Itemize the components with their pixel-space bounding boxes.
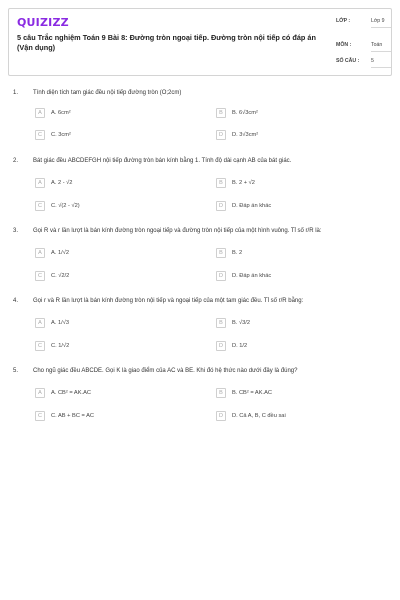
option-letter-box: C: [35, 341, 45, 351]
option-letter-box: A: [35, 108, 45, 118]
option-letter-box: D: [216, 130, 226, 140]
question-count-value: 5: [371, 58, 391, 68]
option-text: A. 1/√2: [51, 249, 69, 256]
question-number: 3.: [13, 228, 19, 234]
subject-label: MÔN :: [336, 42, 352, 48]
question-number: 5.: [13, 368, 19, 374]
option-text: C. √(2 - √2): [51, 202, 80, 209]
question-count-label: SỐ CÂU :: [336, 58, 360, 64]
option-text: D. Đáp án khác: [232, 272, 272, 279]
question-number: 2.: [13, 158, 19, 164]
question-text: Tính diện tích tam giác đều nội tiếp đường tròn (O;2cm): [33, 90, 182, 96]
option-text: B. √3/2: [232, 319, 250, 326]
option-text: A. 2 - √2: [51, 179, 73, 186]
question-text: Bát giác đều ABCDEFGH nội tiếp đường tròn bán kính bằng 1. Tính độ dài cạnh AB của bát giác.: [33, 158, 292, 164]
option-letter-box: D: [216, 271, 226, 281]
option-letter-box: B: [216, 248, 226, 258]
option-text: C. 1/√2: [51, 342, 70, 349]
worksheet-title: 5 câu Trắc nghiệm Toán 9 Bài 8: Đường tròn ngoại tiếp. Đường tròn nội tiếp có đáp án (Vận dụng): [17, 33, 316, 52]
worksheet-header: [8, 8, 392, 76]
option-text: D. Cả A, B, C đều sai: [232, 412, 286, 419]
option-letter-box: A: [35, 248, 45, 258]
option-letter-box: D: [216, 411, 226, 421]
question-number: 1.: [13, 90, 19, 96]
quizizz-logo: QUIZIZZ: [17, 16, 69, 29]
question-text: Gọi R và r lần lượt là bán kính đường tròn ngoại tiếp và đường tròn nội tiếp của một hình vuông. Tỉ số r/R là:: [33, 228, 322, 234]
option-letter-box: C: [35, 411, 45, 421]
class-label: LỚP :: [336, 18, 351, 24]
question-number: 4.: [13, 298, 19, 304]
option-letter-box: D: [216, 201, 226, 211]
option-text: C. √2/2: [51, 272, 70, 279]
option-letter-box: A: [35, 178, 45, 188]
option-letter-box: C: [35, 201, 45, 211]
option-letter-box: C: [35, 130, 45, 140]
option-text: C. 3cm²: [51, 131, 71, 138]
option-letter-box: A: [35, 388, 45, 398]
option-text: A. 1/√3: [51, 319, 69, 326]
option-letter-box: B: [216, 178, 226, 188]
option-text: A. 6cm²: [51, 109, 71, 116]
option-text: B. 2 + √2: [232, 179, 255, 186]
option-text: C. AB + BC = AC: [51, 412, 94, 419]
question-text: Gọi r và R lần lượt là bán kính đường tròn nội tiếp và ngoại tiếp của một tam giác đều. Tỉ số r/R bằng:: [33, 298, 304, 304]
option-text: B. CB² = AK.AC: [232, 389, 272, 396]
class-value: Lớp 9: [371, 18, 391, 28]
option-text: D. 1/2: [232, 342, 248, 349]
option-text: D. 3√3cm²: [232, 131, 259, 138]
option-text: B. 2: [232, 249, 243, 256]
option-letter-box: A: [35, 318, 45, 328]
option-text: A. CB² = AK.AC: [51, 389, 91, 396]
option-letter-box: B: [216, 108, 226, 118]
option-letter-box: D: [216, 341, 226, 351]
option-text: D. Đáp án khác: [232, 202, 272, 209]
option-text: B. 6√3cm²: [232, 109, 258, 116]
option-letter-box: B: [216, 388, 226, 398]
question-text: Cho ngũ giác đều ABCDE. Gọi K là giao điểm của AC và BE. Khi đó hệ thức nào dưới đây là đúng?: [33, 368, 298, 374]
option-letter-box: C: [35, 271, 45, 281]
option-letter-box: B: [216, 318, 226, 328]
subject-value: Toán: [371, 42, 391, 52]
